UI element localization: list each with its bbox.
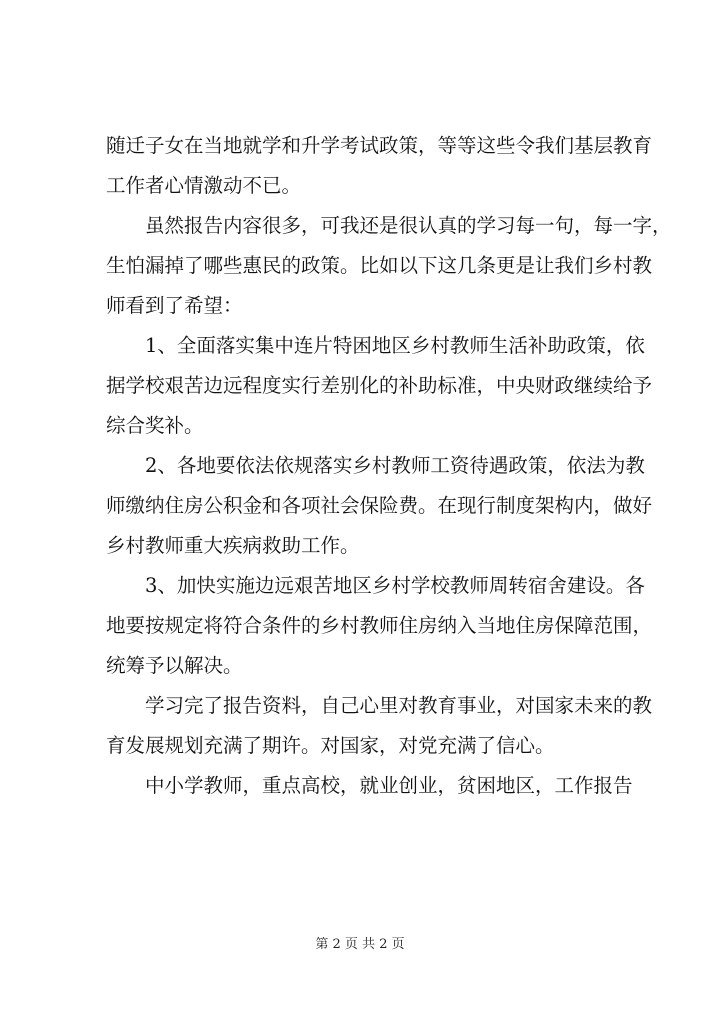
text-line: 育发展规划充满了期许。对国家，对党充满了信心。 — [106, 734, 555, 757]
text-line: 综合奖补。 — [106, 414, 204, 437]
document-body — [106, 126, 672, 806]
text-line: 2、各地要依法依规落实乡村教师工资待遇政策，依法为教 — [145, 454, 645, 477]
text-line: 工作者心情激动不已。 — [106, 174, 302, 197]
text-line: 3、加快实施边远艰苦地区乡村学校教师周转宿舍建设。各 — [145, 574, 645, 597]
text-line: 乡村教师重大疾病救助工作。 — [106, 534, 360, 557]
text-line: 地要按规定将符合条件的乡村教师住房纳入当地住房保障范围， — [106, 614, 653, 637]
text-line: 学习完了报告资料，自己心里对教育事业，对国家未来的教 — [145, 694, 653, 717]
text-line: 中小学教师，重点高校，就业创业，贫困地区，工作报告 — [145, 774, 633, 797]
text-line: 师看到了希望： — [106, 294, 243, 317]
text-line: 随迁子女在当地就学和升学考试政策，等等这些令我们基层教育 — [106, 134, 653, 157]
text-line: 师缴纳住房公积金和各项社会保险费。在现行制度架构内，做好 — [106, 494, 653, 517]
text-line: 虽然报告内容很多，可我还是很认真的学习每一句，每一字， — [145, 214, 672, 237]
text-line: 统筹予以解决。 — [106, 654, 243, 677]
page-number-footer: 第 2 页 共 2 页 — [315, 937, 405, 952]
text-line: 1、全面落实集中连片特困地区乡村教师生活补助政策，依 — [145, 334, 645, 357]
text-line: 据学校艰苦边远程度实行差别化的补助标准，中央财政继续给予 — [106, 374, 653, 397]
text-line: 生怕漏掉了哪些惠民的政策。比如以下这几条更是让我们乡村教 — [106, 254, 653, 277]
